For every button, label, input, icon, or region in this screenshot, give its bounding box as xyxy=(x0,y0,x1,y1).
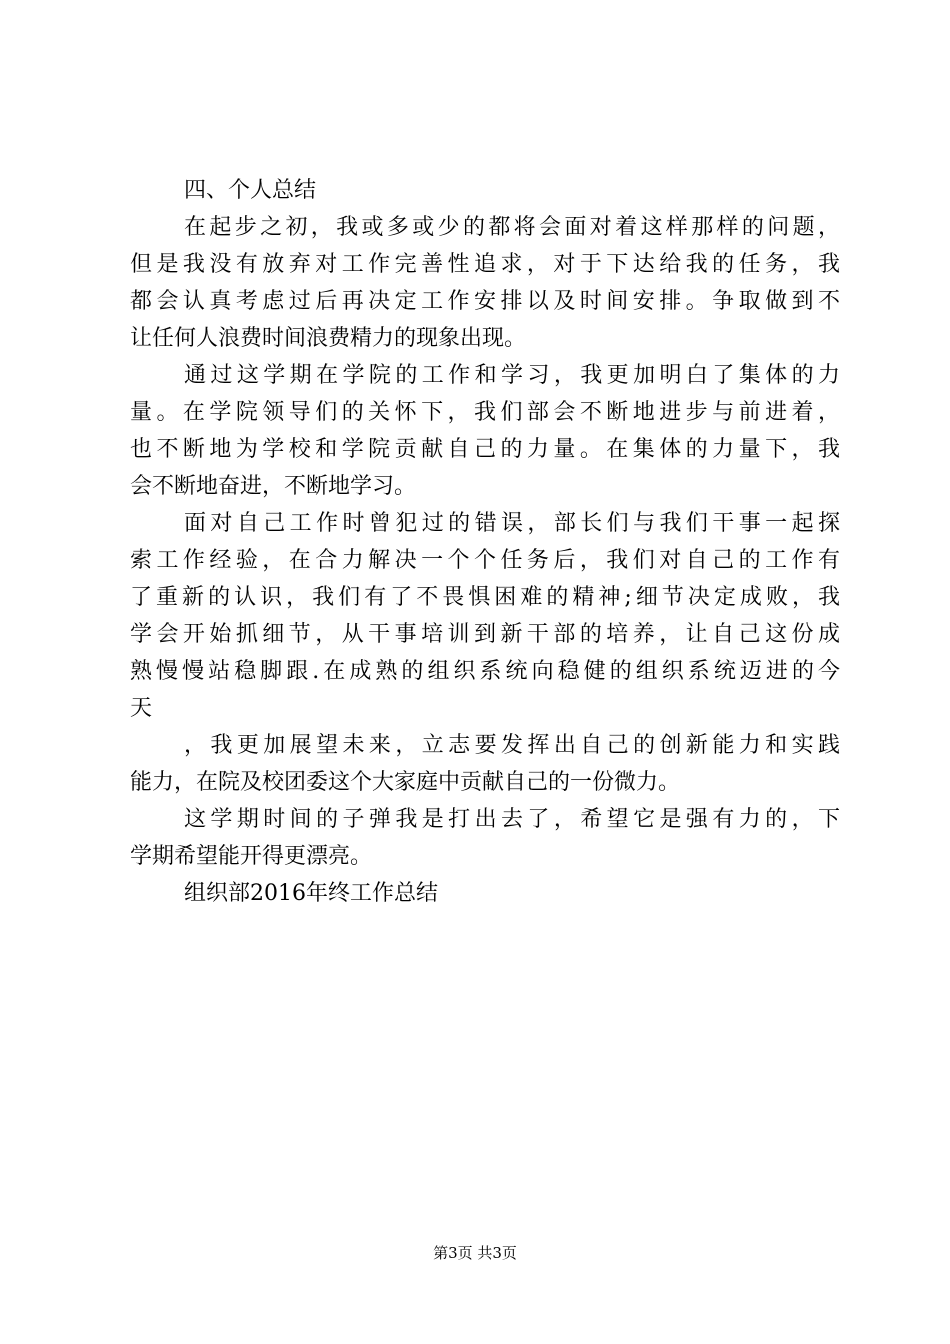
document-body xyxy=(130,172,840,912)
paragraph-4: ，我更加展望未来，立志要发挥出自己的创新能力和实践 能力，在院及校团委这个大家庭中贡献自己的一份微力。 xyxy=(130,733,840,795)
page-number-footer: 第3页 共3页 xyxy=(433,1244,517,1262)
paragraph-1: 在起步之初，我或多或少的都将会面对着这样那样的问题， 但是我没有放弃对工作完善性追求，对于下达给我的任务，我 都会认真考虑过后再决定工作安排以及时间安排。争取做到不 让任何人浪费时间浪费精力的现象出现。 xyxy=(130,215,840,351)
paragraph-5: 这学期时间的子弹我是打出去了，希望它是强有力的，下 学期希望能开得更漂亮。 xyxy=(130,807,840,869)
paragraph-3: 面对自己工作时曾犯过的错误，部长们与我们干事一起探 索工作经验，在合力解决一个个任务后，我们对自己的工作有 了重新的认识，我们有了不畏惧困难的精神;细节决定成败，我 学会开始抓细节，从干事培训到新干部的培养，让自己这份成 熟慢慢站稳脚跟.在成熟的组织系统向稳健的组织系统迈进的今 天 xyxy=(130,511,840,721)
closing-title: 组织部2016年终工作总结 xyxy=(184,881,438,906)
section-heading: 四、个人总结 xyxy=(184,178,317,203)
paragraph-2: 通过这学期在学院的工作和学习，我更加明白了集体的力 量。在学院领导们的关怀下，我们部会不断地进步与前进着， 也不断地为学校和学院贡献自己的力量。在集体的力量下，我 会不断地奋进，不断地学习。 xyxy=(130,363,840,499)
